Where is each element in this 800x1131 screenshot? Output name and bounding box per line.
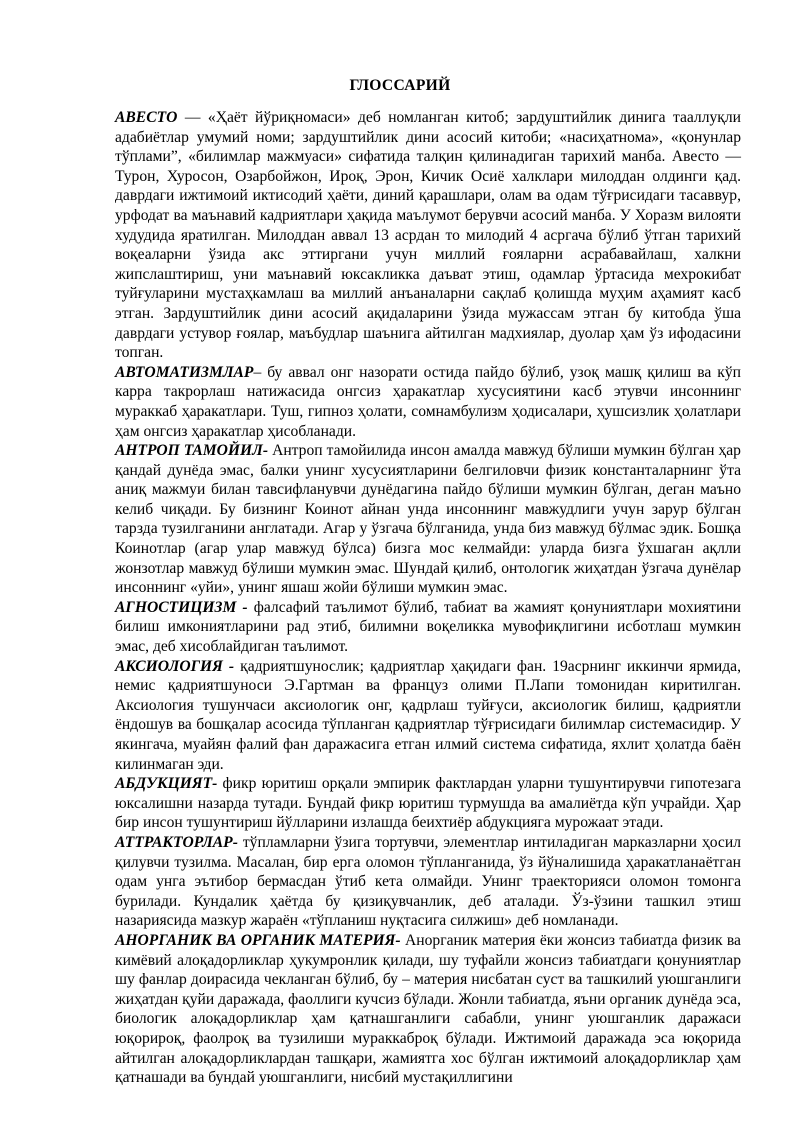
glossary-definition: Антроп тамойилида инсон амалда мавжуд бўлиши мумкин бўлган ҳар қандай дунёда эмас, балки унинг хусусиятларини белгиловчи физик константаларнинг ўта аниқ мажмуи билан тавсифланувчи дунёдагина пайдо бўлиши мумкин бўлган, деган маъно келиб чиқади. Бу бизнинг Коинот айнан унда инсоннинг мавжудлиги учун зарур бўлган тарзда тузилганини англатади. Агар у ўзгача бўлганида, унда биз мавжуд бўлмас эдик. Бошқа Коинотлар (агар улар мавжуд бўлса) бизга мос келмайди: уларда бизга ўхшаган ақлли жонзотлар мавжуд бўлиши мумкин эмас. Шундай қилиб, онтологик жиҳатдан ўзгача дунёлар инсоннинг «уйи», унинг яшаш жойи бўлиши мумкин эмас.	[115, 442, 741, 597]
glossary-entry-aksiologiya	[115, 657, 741, 775]
glossary-term: АКСИОЛОГИЯ -	[115, 657, 235, 675]
glossary-entry-attraktorlar	[115, 833, 741, 931]
glossary-entry-antrop-tamoyil	[115, 441, 741, 598]
glossary-term: АВЕСТО	[115, 109, 178, 126]
glossary-term: АТТРАКТОРЛАР-	[115, 833, 238, 851]
glossary-definition: фикр юритиш орқали эмпирик фактлардан уларни тушунтирувчи гипотезага юксалишни назарда тутади. Бундай фикр юритиш турмушда ва амалиётда кўп учрайди. Ҳар бир инсон тушунтириш йўлларини излашда беихтиёр абдукцияга мурожаат этади.	[115, 775, 741, 832]
glossary-definition: — «Ҳаёт йўриқномаси» деб номланган китоб; зардуштийлик динига тааллуқли адабиётлар умумий номи; зардуштийлик дини асосий китоби; «насиҳатнома», «қонунлар тўпламиˮ, «билимлар мажмуаси» сифатида талқин қилинадиган тарихий манба. Авесто — Турон, Хуросон, Озарбойжон, Ироқ, Эрон, Кичик Осиё халклари милоддан олдинги қад. даврдаги ижтимоий иктисодий ҳаёти, диний қарашлари, олам ва одам тўғрисидаги тасаввур, урфодат ва маънавий кадриятлари ҳақида маълумот берувчи асосий манба. У Хоразм вилояти худудида яратилган. Милоддан аввал 13 асрдан то милодий 4 асргача бўлиб ўтган тарихий воқеаларни ўзида акс эттиргани учун миллий ғояларни асрабавайлаш, халкни жипслаштириш, уни маънавий юксакликка даъват этиш, одамлар ўртасида мехрокибат туйғуларини мустаҳкамлаш ва миллий анъаналарни сақлаб қолишда муҳим аҳамият касб этган. Зардуштийлик дини асосий ақидаларини ўзида мужассам этган бу китобда ўша даврдаги устувор ғоялар, маъбудлар шаънига айтилган мадхиялар, дуолар ҳам ўз ифодасини топган.	[115, 109, 741, 362]
glossary-definition: қадриятшунослик; қадриятлар ҳақидаги фан. 19асрнинг иккинчи ярмида, немис қадриятшуноси Э.Гартман ва француз олими П.Лапи томонидан киритилган. Аксиология тушунчаси аксиологик онг, қадрлаш туйғуси, аксиологик билиш, қадриятли ёндошув ва бошқалар асосида тўпланган қадриятлар тўғрисидаги билимлар системасидир. У якингача, муайян фалий фан даражасига етган илмий система сифатида, яхлит ҳолатда баён килинмаган эди.	[115, 657, 741, 773]
glossary-definition: – бу аввал онг назорати остида пайдо бўлиб, узоқ машқ қилиш ва кўп карра такрорлаш натижасида онгсиз ҳаракатлар хусусиятини касб этувчи инсоннинг мураккаб ҳаракатлари. Туш, гипноз ҳолати, сомнамбулизм ҳодисалари, ҳушсизлик ҳолатлари ҳам онгсиз ҳаракатлар ҳисобланади.	[115, 363, 741, 440]
glossary-term: АБДУКЦИЯТ-	[115, 775, 218, 793]
glossary-definition: тўпламларни ўзига тортувчи, элементлар интиладиган марказларни ҳосил қилувчи тузилма. Масалан, бир ерга оломон тўпланганида, ўз йўналишида ҳаракатланаётган одам унга эътибор бермасдан ўтиб кета олмайди. Унинг траекторияси оломон томонга бурилади. Кундалик ҳаётда бу қизиқувчанлик, деб аталади. Ўз-ўзини ташкил этиш назариясида мазкур жараён «тўпланиш нуқтасига силжиш» деб номланади.	[115, 833, 741, 930]
glossary-entry-agnostitsizm	[115, 598, 741, 657]
glossary-entry-avtomatizmlar	[115, 363, 741, 441]
glossary-entry-abduktsiyat	[115, 774, 741, 833]
glossary-definition: Анорганик материя ёки жонсиз табиатда физик ва кимёвий алоқадорликлар ҳукумронлик қилади, шу туфайли жонсиз табиатдаги қонуниятлар шу фанлар доирасида чекланган бўлиб, бу – материя нисбатан суст ва ташкилий уюшганлиги жиҳатдан қуйи даражада, фаоллиги кучсиз бўлади. Жонли табиатда, яъни органик дунёда эса, биологик алоқадорликлар ҳам қатнашганлиги сабабли, унинг уюшганлик даражаси юқорироқ, фаолроқ ва тузилиши мураккаброқ бўлади. Ижтимоий даражада эса юқорида айтилган алоқадорликлардан ташқари, жамиятга хос бўлган ижтимоий алоқадорликлар ҳам қатнашади ва бундай уюшганлиги, нисбий мустақиллигини	[115, 931, 741, 1087]
glossary-term: АГНОСТИЦИЗМ -	[115, 598, 248, 616]
glossary-term: АНТРОП ТАМОЙИЛ-	[115, 442, 269, 460]
glossary-term: АНОРГАНИК ВА ОРГАНИК МАТЕРИЯ-	[115, 931, 401, 949]
glossary-body	[115, 108, 741, 1088]
glossary-entry-anorganik-organik	[115, 931, 741, 1088]
glossary-entry-avesto	[115, 108, 741, 363]
glossary-definition: фалсафий таълимот бўлиб, табиат ва жамият қонуниятлари мохиятини билиш имкониятларини рад этиб, билимни воқеликка мувофиқлигини исботлаш мумкин эмас, деб хисоблайдиган таълимот.	[115, 598, 742, 656]
glossary-term: АВТОМАТИЗМЛАР	[115, 363, 254, 381]
page-title: ГЛОССАРИЙ	[349, 77, 451, 94]
